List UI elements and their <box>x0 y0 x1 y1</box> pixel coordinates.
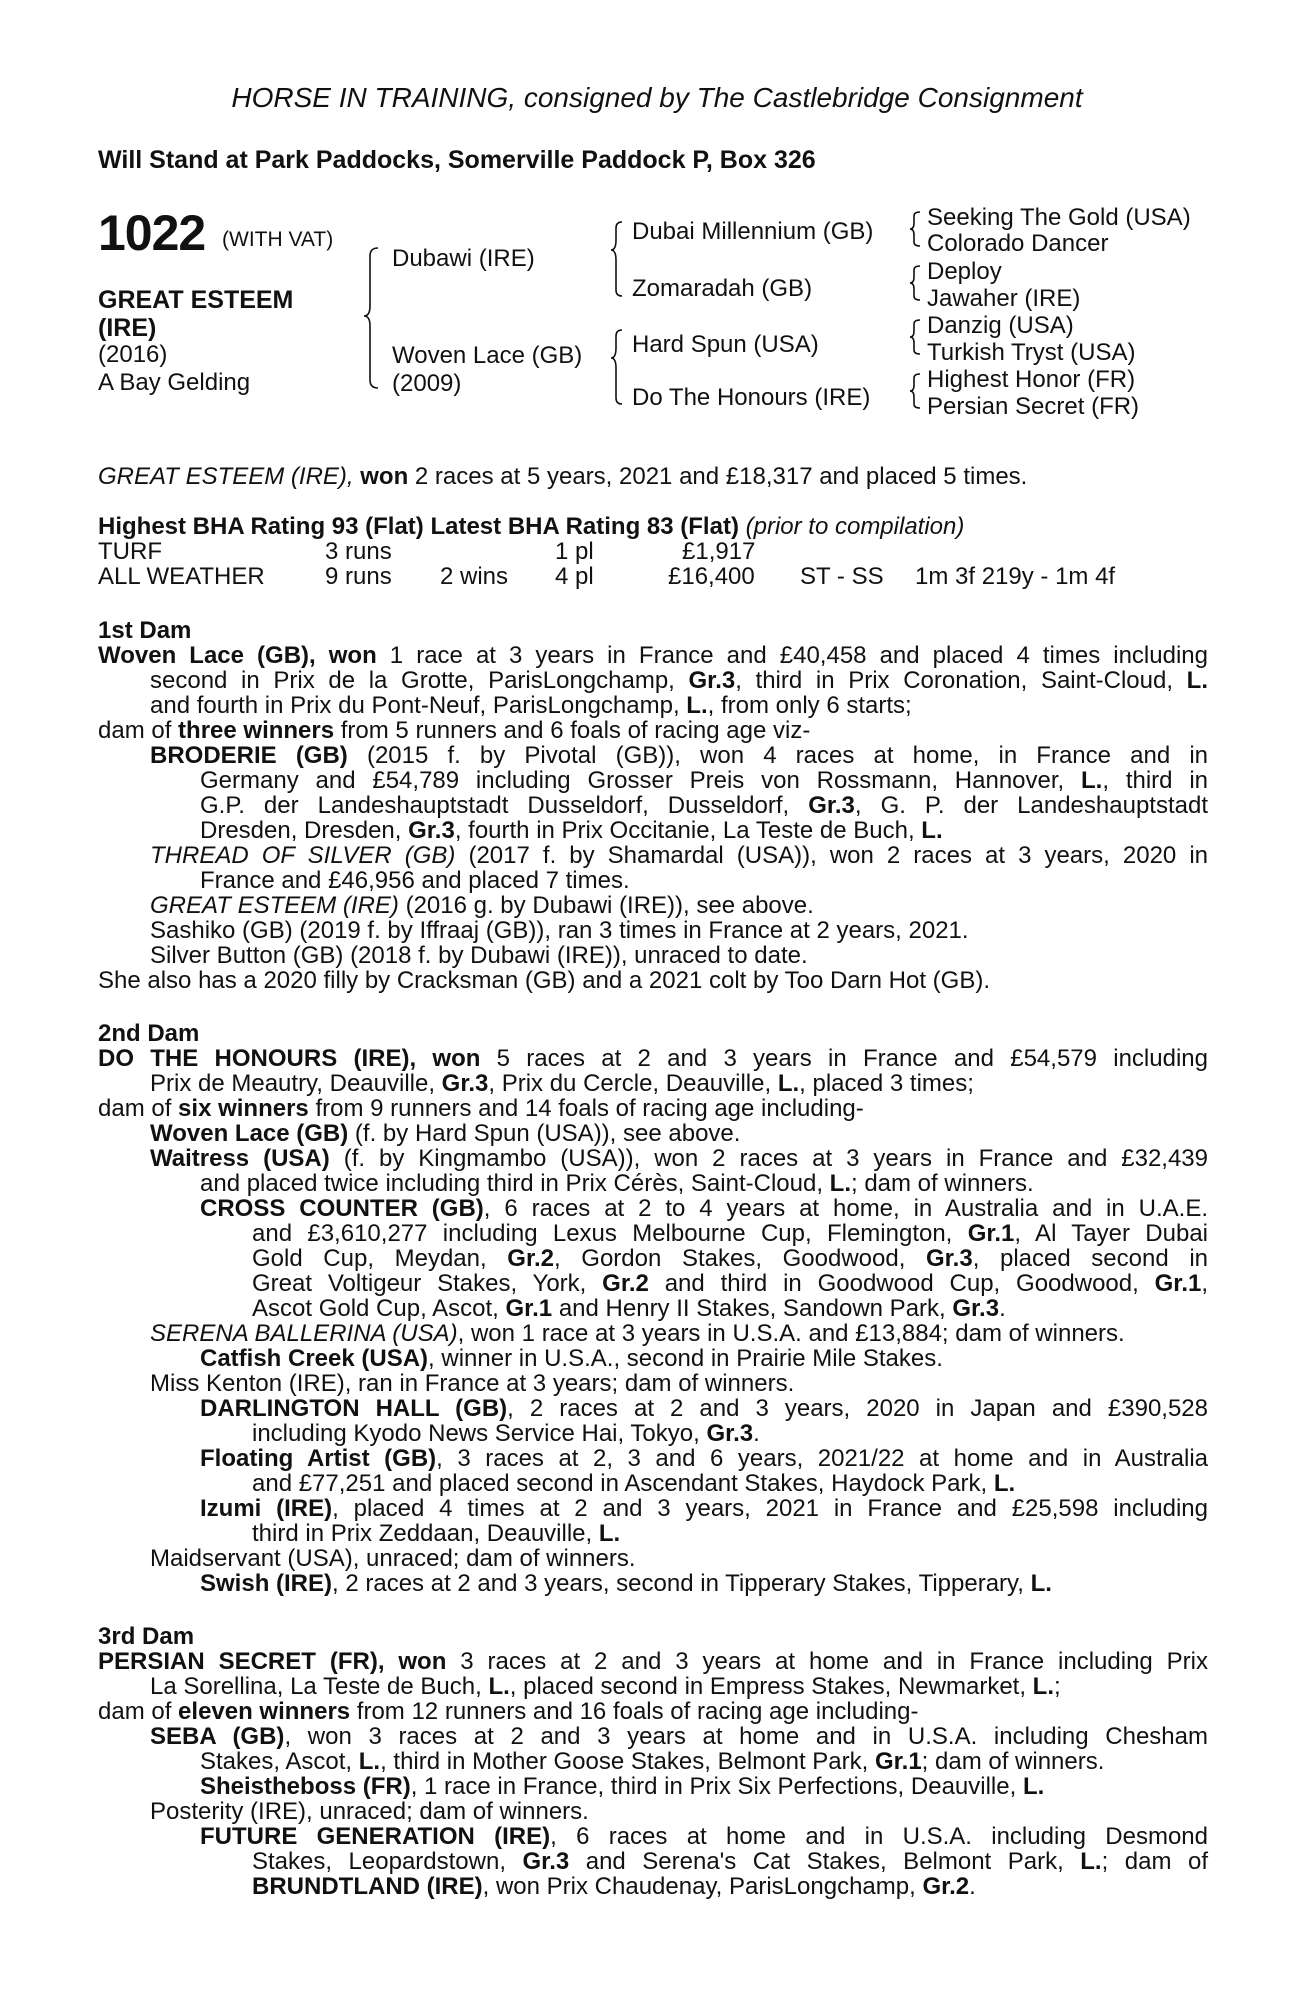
horse-name-line1: GREAT ESTEEM <box>98 286 294 314</box>
pedigree-sire-sire: Dubai Millennium (GB) <box>632 218 874 245</box>
pedigree-g3: Deploy <box>927 258 1002 285</box>
lot-number: 1022 <box>98 205 206 261</box>
pedigree-g4: Jawaher (IRE) <box>927 285 1081 312</box>
pedigree-g5: Danzig (USA) <box>927 312 1074 339</box>
catalogue-page: HORSE IN TRAINING, consigned by The Castlebridge Consignment Will Stand at Park Paddocks, Somerville Paddock P, Box 326 1022 (WITH VAT) GREAT ESTEEM (IRE) (2016) A Bay Gelding Dubawi (IRE) Woven Lace (GB) (2009) Dubai Millennium (GB) Zomaradah (GB) Hard Spun (USA) Do The Honours (IRE) Seeking The Gold (USA) Colorado Dancer Deploy Jawaher (IRE) Danzig (USA) Turkish Tryst (USA) Highest Honor (FR) Persian Secret (FR) GREAT ESTEEM (IRE), won 2 races at 5 years, 2021 and £18,317 and placed 5 times. Highest BHA Rating 93 (Flat) Latest BHA Rating 83 (Flat) (prior to compilation) TURF 3 runs 1 pl £1,917 ALL WEATHER 9 runs 2 wins 4 pl £16,400 ST - SS 1m 3f 219y - 1m 4f 1st Dam Woven Lace (GB), won 1 race at 3 years in France and £40,458 and placed 4 times including second in Prix de la Grotte, ParisLongchamp, Gr.3, third in Prix Coronation, Saint-Cloud, L. and fourth in Prix du Pont-Neuf, ParisLongchamp, L., from only 6 starts; dam of three winners from 5 runners and 6 foals of racing age viz- BRODERIE (GB) (2015 f. by Pivotal (GB)), won 4 races at home, in France and in Germany and £54,789 including Grosser Preis von Rossmann, Hannover, L., third in G.P. der Landeshauptstadt Dusseldorf, Dusseldorf, Gr.3, G. P. der Landeshauptstadt Dresden, Dresden, Gr.3, fourth in Prix Occitanie, La Teste de Buch, L. THREAD OF SILVER (GB) (2017 f. by Shamardal (USA)), won 2 races at 3 years, 2020 in France and £46,956 and placed 7 times. GREAT ESTEEM (IRE) (2016 g. by Dubawi (IRE)), see above. Sashiko (GB) (2019 f. by Iffraaj (GB)), ran 3 times in France at 2 years, 2021. Silver Button (GB) (2018 f. by Dubawi (IRE)), unraced to date. She also has a 2020 filly by Cracksman (GB) and a 2021 colt by Too Darn Hot (GB). 2nd Dam DO THE HONOURS (IRE), won 5 races at 2 and 3 years in France and £54,579 including Prix de Meautry, Deauville, Gr.3, Prix du Cercle, Deauville, L., placed 3 times; dam of six winners from 9 runners and 14 foals of racing age including- Woven Lace (GB) (f. by Hard Spun (USA)), see above. Waitress (USA) (f. by Kingmambo (USA)), won 2 races at 3 years in France and £32,439 and placed twice including third in Prix Cérès, Saint-Cloud, L.; dam of winners. CROSS COUNTER (GB), 6 races at 2 to 4 years at home, in Australia and in U.A.E. and £3,610,277 including Lexus Melbourne Cup, Flemington, Gr.1, Al Tayer Dubai Gold Cup, Meydan, Gr.2, Gordon Stakes, Goodwood, Gr.3, placed second in Great Voltigeur Stakes, York, Gr.2 and third in Goodwood Cup, Goodwood, Gr.1, Ascot Gold Cup, Ascot, Gr.1 and Henry II Stakes, Sandown Park, Gr.3. SERENA BALLERINA (USA), won 1 race at 3 years in U.S.A. and £13,884; dam of winners. Catfish Creek (USA), winner in U.S.A., second in Prairie Mile Stakes. Miss Kenton (IRE), ran in France at 3 years; dam of winners. DARLINGTON HALL (GB), 2 races at 2 and 3 years, 2020 in Japan and £390,528 including Kyodo News Service Hai, Tokyo, Gr.3. Floating Artist (GB), 3 races at 2, 3 and 6 years, 2021/22 at home and in Australia and £77,251 and placed second in Ascendant Stakes, Haydock Park, L. Izumi (IRE), placed 4 times at 2 and 3 years, 2021 in France and £25,598 including third in Prix Zeddaan, Deauville, L. Maidservant (USA), unraced; dam of winners. Swish (IRE), 2 races at 2 and 3 years, second in Tipperary Stakes, Tipperary, L. 3rd Dam PERSIAN SECRET (FR), won 3 races at 2 and 3 years at home and in France including Prix La Sorellina, La Teste de Buch, L., placed second in Empress Stakes, Newmarket, L.; dam of eleven winners from 12 runners and 16 foals of racing age including- SEBA (GB), won 3 races at 2 and 3 years at home and in U.S.A. including Chesham Stakes, Ascot, L., third in Mother Goose Stakes, Belmont Park, Gr.1; dam of winners. Sheistheboss (FR), 1 race in France, third in Prix Six Perfections, Deauville, L. Posterity (IRE), unraced; dam of winners. FUTURE GENERATION (IRE), 6 races at home and in U.S.A. including Desmond Stakes, Leopardstown, Gr.3 and Serena's Cat Stakes, Belmont Park, L.; dam of BRUNDTLAND (IRE), won Prix Chaudenay, ParisLongchamp, Gr.2. <box>0 0 1314 2000</box>
bha-ratings: Highest BHA Rating 93 (Flat) Latest BHA Rating 83 (Flat) (prior to compilation) <box>98 513 965 540</box>
third-dam-heading: 3rd Dam <box>98 1623 195 1650</box>
pedigree-g1: Seeking The Gold (USA) <box>927 204 1191 231</box>
pedigree-g8: Persian Secret (FR) <box>927 393 1140 420</box>
horse-year: (2016) <box>98 341 168 368</box>
race-summary: GREAT ESTEEM (IRE), won 2 races at 5 years, 2021 and £18,317 and placed 5 times. <box>98 463 1028 490</box>
pedigree-g2: Colorado Dancer <box>927 230 1109 257</box>
horse-name-line2: (IRE) <box>98 314 157 342</box>
pedigree-g6: Turkish Tryst (USA) <box>927 339 1136 366</box>
pedigree-dam: Woven Lace (GB) <box>392 342 583 369</box>
first-dam-heading: 1st Dam <box>98 617 192 644</box>
pedigree-dam-year: (2009) <box>392 370 462 397</box>
pedigree-g7: Highest Honor (FR) <box>927 366 1136 393</box>
horse-description: A Bay Gelding <box>98 369 251 396</box>
pedigree-sire: Dubawi (IRE) <box>392 245 535 272</box>
vat-label: (WITH VAT) <box>222 228 334 251</box>
pedigree-sire-dam: Zomaradah (GB) <box>632 275 813 302</box>
pedigree-dam-sire: Hard Spun (USA) <box>632 331 819 358</box>
second-dam-heading: 2nd Dam <box>98 1020 200 1047</box>
stand-location: Will Stand at Park Paddocks, Somerville Paddock P, Box 326 <box>98 146 816 174</box>
pedigree-dam-dam: Do The Honours (IRE) <box>632 384 871 411</box>
page-header: HORSE IN TRAINING, consigned by The Castlebridge Consignment <box>231 82 1083 113</box>
